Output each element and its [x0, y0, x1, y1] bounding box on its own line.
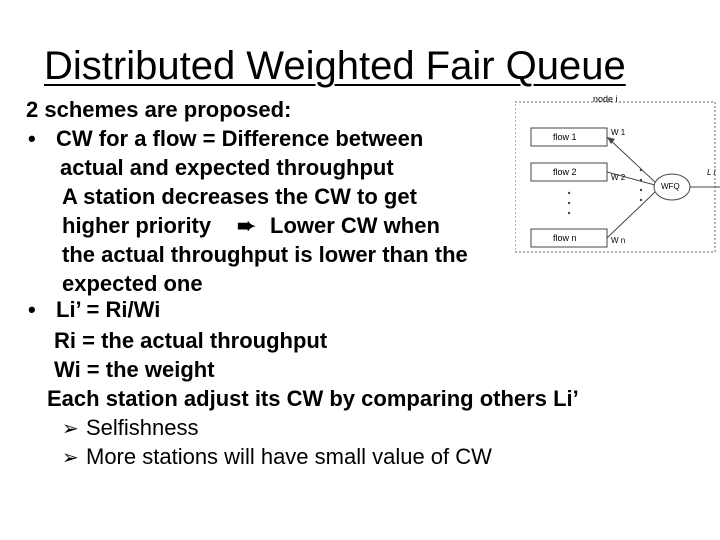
bullet1-line5: the actual throughput is lower than the	[62, 242, 468, 267]
flow-label-2: flow 2	[553, 167, 577, 177]
output-label: L i	[707, 168, 716, 177]
bullet1-line2: actual and expected throughput	[60, 155, 394, 180]
bullet1-line3: A station decreases the CW to get	[62, 184, 417, 209]
bullet1-line1: CW for a flow = Difference between	[56, 126, 424, 151]
bullet2-line4: Each station adjust its CW by comparing others Li’	[47, 386, 579, 411]
flow-label-n: flow n	[553, 233, 577, 243]
bullet2-line1: Li’ = Ri/Wi	[56, 297, 161, 322]
bullet-dot: •	[28, 126, 36, 151]
right-arrow-icon: ➨	[237, 213, 256, 238]
node-label: node i	[593, 94, 618, 104]
subitem-more-stations: More stations will have small value of CW	[86, 444, 492, 469]
slide-title: Distributed Weighted Fair Queue	[44, 44, 626, 88]
intro-text: 2 schemes are proposed:	[26, 97, 292, 122]
bullet1-line4b: Lower CW when	[270, 213, 440, 238]
bullet2-line2: Ri = the actual throughput	[54, 328, 328, 353]
arrow-bullet-icon: ➢	[62, 447, 79, 469]
wfq-diagram	[515, 90, 720, 270]
bullet1-line6: expected one	[62, 271, 203, 296]
subitem-selfishness: Selfishness	[86, 415, 199, 440]
bullet-dot: •	[28, 297, 36, 322]
arrow-bullet-icon: ➢	[62, 418, 79, 440]
weight-label-2: W 2	[611, 173, 626, 182]
weight-label-1: W 1	[611, 128, 626, 137]
bullet2-line3: Wi = the weight	[54, 357, 215, 382]
wfq-label: WFQ	[661, 182, 680, 191]
weight-label-n: W n	[611, 236, 626, 245]
bullet1-line4a: higher priority	[62, 213, 212, 238]
flow-label-1: flow 1	[553, 132, 577, 142]
